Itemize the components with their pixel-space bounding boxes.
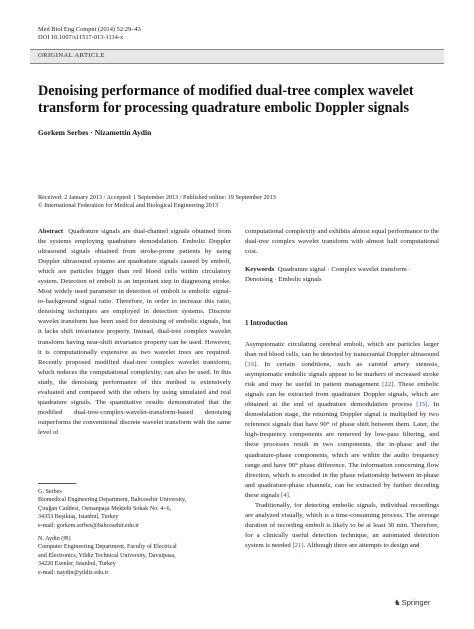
citation-link[interactable]: [22] (382, 381, 394, 389)
abstract-label: Abstract (38, 228, 64, 235)
citation-link[interactable]: [33] (245, 361, 257, 369)
text-run: . (288, 491, 291, 499)
abstract-text: Quadrature signals are dual-channel signals obtained from the systems employing quadrature demodulation. Embolic Doppler ultrasound signals obtained from stroke-prone patients by using Doppler ultrasound systems are quadrature signals caused by emboli, which are particles bigger than red blood cells within circulatory system. Detection of emboli is an important step in diagnosing stroke. Most widely used parameter in detection of emboli is embolic signal-to-background signal ratio. Therefore, in order to increase this ratio, denoising techniques are employed in detection systems. Discrete wavelet transform has been used for denoising of embolic signals, but it lacks shift invariance property. Instead, dual-tree complex wavelet transform having near-shift invariance property can be used. However, it is computationally expensive as two wavelet trees are required. Recently proposed modified dual-tree complex wavelet transform, which reduces the computational complexity, can also be used. In this study, the denoising performance of this method is extensively evaluated and compared with the others by using simulated and real quadrature signals. The quantitative results demonstrated that the modified dual-tree-complex-wavelet-transform-based denoising outperforms the conventional discrete wavelet transform with the same level of (38, 228, 231, 436)
journal-header (38, 26, 141, 42)
dates-line: Received: 2 January 2013 / Accepted: 1 September 2013 / Published online: 19 September 2013 (38, 194, 276, 201)
keywords (245, 265, 439, 285)
abstract (38, 227, 231, 478)
doi: DOI 10.1007/s11517-013-1114-x (38, 34, 124, 42)
keywords-text: Quadrature signal · Complex wavelet transform · Denoising · Embolic signals (245, 266, 411, 284)
affiliation-line: Biomedical Engineering Department, Bahcesehir University, (38, 497, 187, 504)
intro-paragraph-2 (245, 501, 439, 551)
affiliation-divider (38, 483, 76, 484)
copyright-line: © International Federation for Medical and Biological Engineering 2013 (38, 202, 218, 209)
keywords-label: Keywords (245, 266, 275, 273)
affiliation-line: 34220 Esenler, Istanbul, Turkey (38, 561, 116, 568)
section-heading: 1 Introduction (245, 320, 288, 327)
affiliation-email[interactable]: e-mail: naydin@yildiz.edu.tr (38, 569, 109, 576)
text-run: . In certain conditions, such as carotid artery stenosis, asymptomatic embolic signals appear to be markers of increased stroke risk and may be useful in patient management (245, 361, 439, 389)
abstract-continuation: computational complexity and exhibits almost equal performance to the dual-tree complex wavelet transform with almost half computational cost. (245, 228, 439, 256)
citation-link[interactable]: [21] (292, 541, 304, 549)
text-run: Asymptomatic circulating cerebral emboli, which are particles larger than red blood cells, can be detected by transcranial Doppler ultrasound (245, 341, 439, 359)
article-type-label: ORIGINAL ARTICLE (38, 52, 105, 59)
publication-dates (38, 194, 276, 210)
citation-link[interactable]: [15] (416, 401, 428, 409)
publisher-name: Springer (401, 598, 431, 607)
text-run: Traditionally, for detecting embolic signals, individual recordings are analyzed visually, which is a time-consuming process. The average duration of recording emboli is likely to be at least 30 min. Therefore, for a clinically useful detection technique, an automated detection system is needed (245, 501, 439, 549)
text-run: . Although there are attempts to design and (303, 541, 420, 549)
affiliation-line: and Electronics, Yildiz Technical University, Davutpasa, (38, 552, 176, 559)
affiliation-aydin (38, 535, 177, 577)
springer-horse-icon: ♞ (394, 598, 401, 607)
article-title: Denoising performance of modified dual-tree complex wavelet transform for processing quadrature embolic Doppler signals (38, 83, 414, 116)
intro-paragraph-1 (245, 340, 439, 501)
affiliation-name: G. Serbes (38, 489, 62, 495)
affiliation-name: N. Aydin (✉) (38, 536, 71, 542)
affiliation-serbes (38, 488, 186, 530)
citation-link[interactable]: [4] (281, 491, 289, 499)
journal-reference: Med Biol Eng Comput (2014) 52:29–43 (38, 26, 141, 33)
text-run: . These embolic signals can be extracted from quadrature Doppler signals, which are obtained at the end of quadrature demodulation process (245, 381, 439, 409)
affiliation-line: 34353 Beşiktaş, Istanbul, Turkey (38, 514, 119, 521)
affiliation-line: Çırağan Caddesi, Osmanpaşa Mektebi Sokak No: 4–6, (38, 505, 172, 512)
affiliation-line: Computer Engineering Department, Faculty of Electrical (38, 544, 177, 551)
authors: Gorkem Serbes · Nizamettin Aydin (38, 128, 152, 137)
article-type-bar (30, 49, 444, 64)
publisher-logo (394, 598, 430, 607)
affiliation-email[interactable]: e-mail: gorkem.serbes@bahcesehir.edu.tr (38, 522, 140, 529)
introduction-body (245, 340, 439, 575)
text-run: . In demodulation stage, the returning Doppler signal is multiplied by two reference signals that have 90° of phase shift between them. Later, the high-frequency components are removed by low-pass filtering, and these processes result in two components, the in-phase and the quadrature-phase components, which are within the audio frequency range and have 90° phase difference. The information concerning flow direction, which is encoded in the phase relationship between in-phase and quadrature-phase channels, can be extracted by further decoding these signals (245, 401, 439, 499)
